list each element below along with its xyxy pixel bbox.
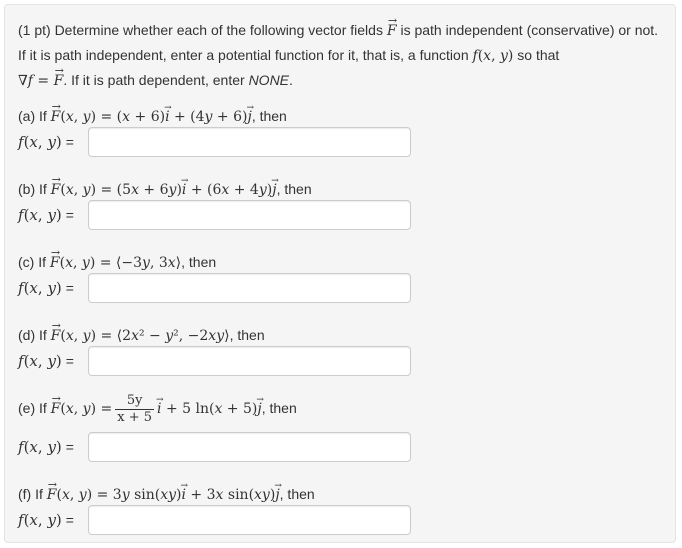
part-f-question <box>18 483 315 505</box>
part-e-label: (e) If <box>18 400 47 416</box>
part-d-field: → F(x, y) = ⟨2x² − y², −2xy⟩ <box>51 328 230 344</box>
part-e-frac-num: 5y <box>115 393 154 410</box>
intro-mid2: so that <box>517 47 560 63</box>
part-b-answer-input[interactable] <box>88 200 411 230</box>
part-a <box>18 105 287 151</box>
part-f-answer-row: f(x, y) = <box>18 511 74 529</box>
part-f <box>18 483 315 529</box>
part-b-answer-label: f(x, y) <box>18 206 62 224</box>
intro-mid1: is path independent (conservative) or not. If it is path independent, enter a potential function for it, that is, a function <box>18 22 659 63</box>
intro-prefix: (1 pt) Determine whether each of the following vector fields <box>18 22 383 38</box>
part-c-answer-row: f(x, y) = <box>18 279 74 297</box>
part-d-then: , then <box>229 327 265 343</box>
gradient-equation: ∇f = → F <box>18 73 63 89</box>
part-c-answer-input[interactable] <box>88 273 411 303</box>
part-c <box>18 251 217 297</box>
part-f-field: → F(x, y) = 3y sin(xy)→ i + 3x sin(xy)→ j <box>47 487 280 503</box>
part-f-label: (f) If <box>18 486 43 502</box>
part-e-question <box>18 390 297 426</box>
part-a-answer-row: f(x, y) = <box>18 133 74 151</box>
part-b <box>18 178 312 224</box>
part-e-frac-den: x + 5 <box>117 409 153 425</box>
part-c-question <box>18 251 216 273</box>
part-c-then: , then <box>181 254 217 270</box>
part-a-answer-input[interactable] <box>88 127 411 157</box>
part-c-answer-label: f(x, y) <box>18 279 62 297</box>
part-b-then: , then <box>276 181 312 197</box>
part-c-label: (c) If <box>18 254 46 270</box>
part-e-fraction <box>115 393 154 426</box>
part-d-question <box>18 324 265 346</box>
part-a-then: , then <box>251 108 287 124</box>
part-a-field: → F(x, y) = (x + 6)→ i + (4y + 6)→ j <box>51 109 252 125</box>
part-a-answer-label: f(x, y) <box>18 133 62 151</box>
part-b-question <box>18 178 312 200</box>
part-e-field: → F(x, y) = <box>51 401 113 417</box>
part-e-answer-input[interactable] <box>88 432 411 462</box>
part-b-label: (b) If <box>18 181 47 197</box>
part-e <box>18 390 297 456</box>
part-e-then: , then <box>261 400 297 416</box>
part-c-field: → F(x, y) = ⟨−3y, 3x⟩ <box>50 255 181 271</box>
intro-mid3: . If it is path dependent, enter <box>63 72 245 88</box>
part-a-question <box>18 105 287 127</box>
part-d-label: (d) If <box>18 327 47 343</box>
intro-end: . <box>289 72 293 88</box>
vector-F: → F <box>387 19 397 43</box>
part-f-answer-input[interactable] <box>88 505 411 535</box>
part-f-answer-label: f(x, y) <box>18 511 62 529</box>
part-a-label: (a) If <box>18 108 47 124</box>
part-f-then: , then <box>279 486 315 502</box>
problem-intro <box>18 18 668 93</box>
problem-panel <box>4 4 676 543</box>
function-f-xy: f(x, y) <box>472 48 514 64</box>
none-keyword: NONE <box>248 72 290 88</box>
part-e-field-rest: → i + 5 ln(x + 5)→ j <box>157 401 262 417</box>
part-e-answer-row: f(x, y) = <box>18 438 74 456</box>
part-d-answer-row: f(x, y) = <box>18 352 74 370</box>
part-d <box>18 324 265 370</box>
part-b-field: → F(x, y) = (5x + 6y)→ i + (6x + 4y)→ j <box>51 182 277 198</box>
part-d-answer-input[interactable] <box>88 346 411 376</box>
part-b-answer-row: f(x, y) = <box>18 206 74 224</box>
part-d-answer-label: f(x, y) <box>18 352 62 370</box>
part-e-answer-label: f(x, y) <box>18 438 62 456</box>
